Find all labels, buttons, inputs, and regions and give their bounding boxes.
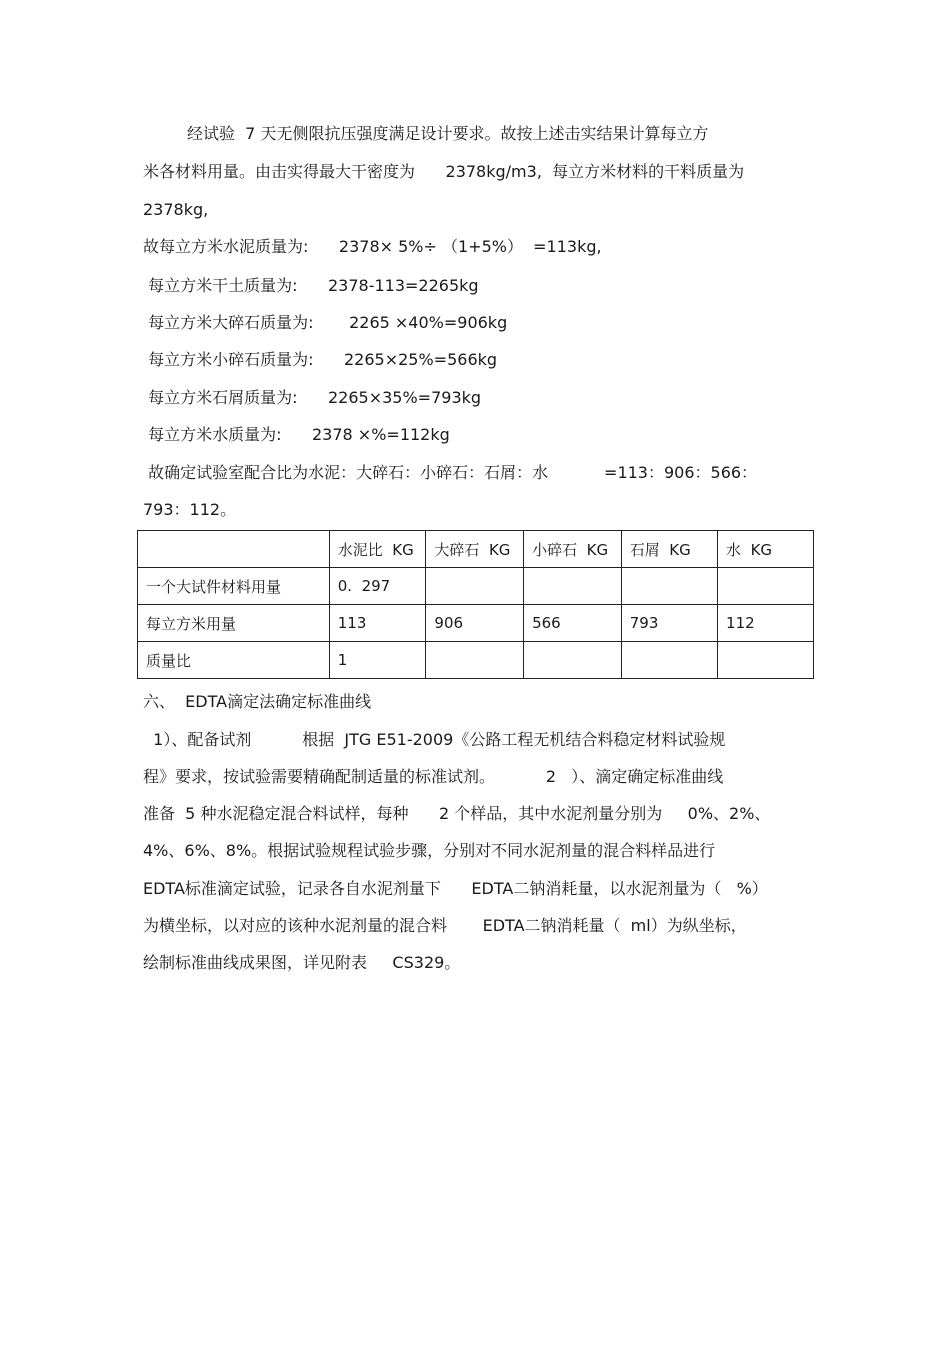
- table-header-cell: 石屑 KG: [621, 531, 717, 568]
- paragraph-line: 米各材料用量。由击实得最大干密度为 2378kg/m3, 每立方米材料的干料质量为: [143, 162, 745, 181]
- paragraph-line: 故每立方米水泥质量为: 2378× 5%÷ （1+5%） =113kg,: [143, 237, 602, 256]
- paragraph-line: 经试验 7 天无侧限抗压强度满足设计要求。故按上述击实结果计算每立方: [187, 124, 709, 143]
- paragraph-line: 绘制标准曲线成果图，详见附表 CS329。: [143, 953, 461, 972]
- paragraph-line: 2378kg,: [143, 200, 209, 219]
- table-cell: [718, 642, 814, 679]
- table-cell: 113: [329, 605, 426, 642]
- paragraph-line: 1）、配备试剂 根据 JTG E51-2009《公路工程无机结合料稳定材料试验规: [143, 730, 726, 749]
- table-cell: [524, 642, 622, 679]
- table-header-cell: 大碎石 KG: [426, 531, 524, 568]
- table-cell: [426, 568, 524, 605]
- paragraph-line: 每立方米水质量为: 2378 ×%=112kg: [143, 425, 450, 444]
- paragraph-line: 为横坐标，以对应的该种水泥剂量的混合料 EDTA二钠消耗量（ ml）为纵坐标，: [143, 916, 747, 935]
- table-cell: 质量比: [138, 642, 330, 679]
- table-cell: 112: [718, 605, 814, 642]
- table-header-cell: 小碎石 KG: [524, 531, 622, 568]
- paragraph-line: 793：112。: [143, 500, 237, 519]
- paragraph-line: 程》要求，按试验需要精确配制适量的标准试剂。 2 ）、滴定确定标准曲线: [143, 767, 724, 786]
- table-cell: 566: [524, 605, 622, 642]
- table-cell: [621, 568, 717, 605]
- paragraph-line: 每立方米小碎石质量为: 2265×25%=566kg: [143, 350, 498, 369]
- paragraph-line: 每立方米干土质量为: 2378-113=2265kg: [143, 276, 479, 295]
- table-cell: 每立方米用量: [138, 605, 330, 642]
- table-header-cell: [138, 531, 330, 568]
- table-cell: 0. 297: [329, 568, 426, 605]
- table-cell: 793: [621, 605, 717, 642]
- paragraph-line: 故确定试验室配合比为水泥：大碎石：小碎石：石屑：水 =113：906：566：: [143, 463, 758, 482]
- section-heading: 六、 EDTA滴定法确定标准曲线: [143, 692, 372, 711]
- table-row: [138, 642, 814, 679]
- table-cell: [426, 642, 524, 679]
- table-header-cell: 水泥比 KG: [329, 531, 426, 568]
- table-row: [138, 568, 814, 605]
- paragraph-line: 4%、6%、8%。根据试验规程试验步骤，分别对不同水泥剂量的混合料样品进行: [143, 841, 716, 860]
- mix-proportion-table: [137, 530, 814, 679]
- table-header-cell: 水 KG: [718, 531, 814, 568]
- table-cell: [524, 568, 622, 605]
- paragraph-line: 每立方米大碎石质量为: 2265 ×40%=906kg: [143, 313, 508, 332]
- paragraph-line: 准备 5 种水泥稳定混合料试样，每种 2 个样品，其中水泥剂量分别为 0%、2%、: [143, 804, 771, 823]
- table-cell: 一个大试件材料用量: [138, 568, 330, 605]
- paragraph-line: EDTA标准滴定试验，记录各自水泥剂量下 EDTA二钠消耗量，以水泥剂量为（ %）: [143, 879, 768, 898]
- table-cell: [718, 568, 814, 605]
- table-row: [138, 605, 814, 642]
- paragraph-line: 每立方米石屑质量为: 2265×35%=793kg: [143, 388, 482, 407]
- table-cell: 1: [329, 642, 426, 679]
- table-cell: 906: [426, 605, 524, 642]
- table-header-row: [138, 531, 814, 568]
- table-cell: [621, 642, 717, 679]
